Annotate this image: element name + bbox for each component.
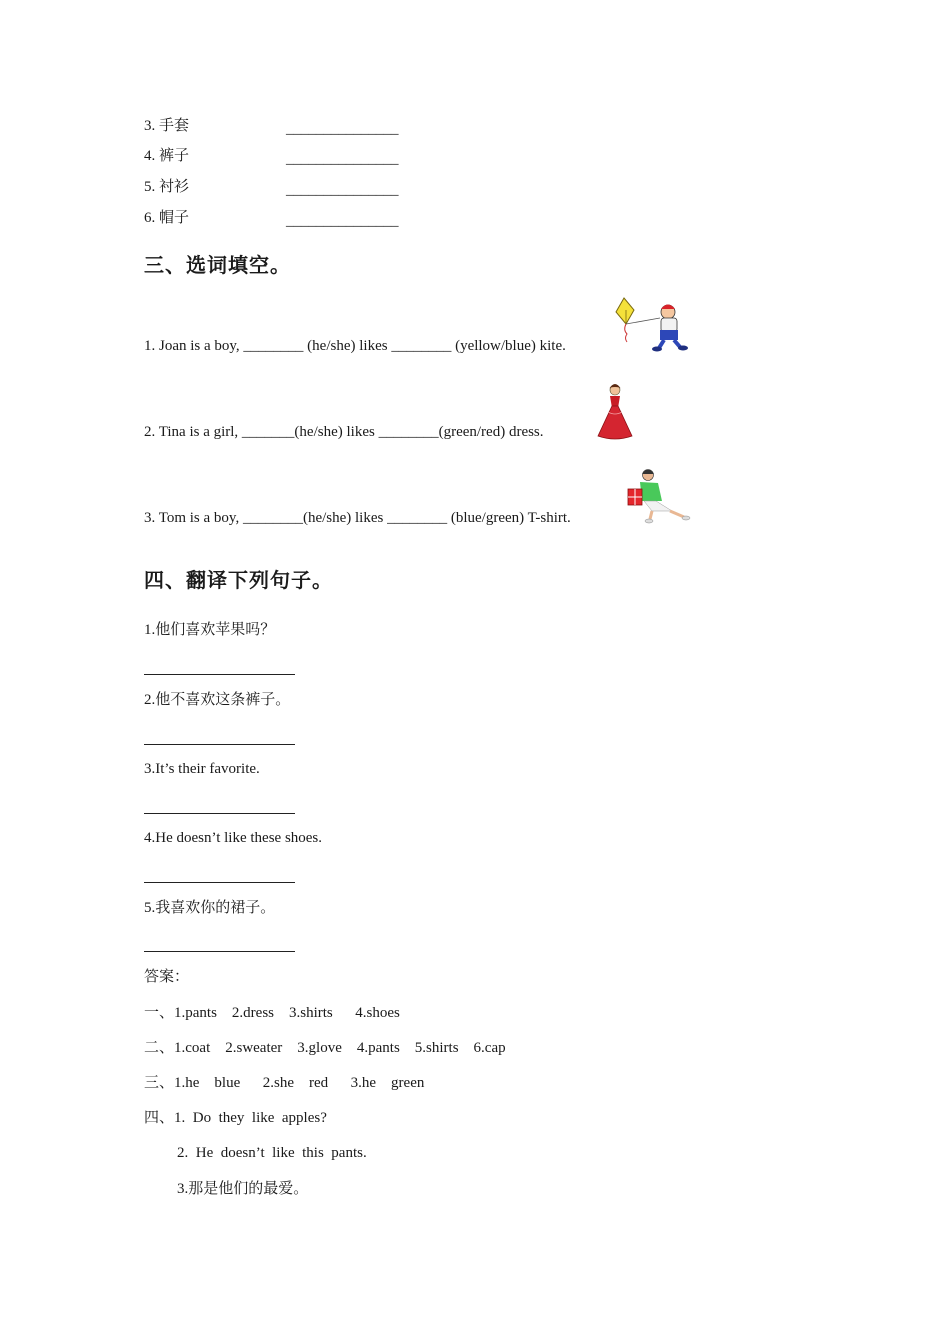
vocab-blank-4: _______________ (286, 151, 399, 167)
vocab-label-6: 6. 帽子 (144, 210, 190, 226)
answer-line-3 (144, 813, 295, 814)
answers-line-4: 四、1. Do they like apples? (144, 1110, 327, 1126)
answer-line-4 (144, 882, 295, 883)
translate-item-3: 3.It’s their favorite. (144, 761, 260, 777)
vocab-label-3: 3. 手套 (144, 118, 190, 134)
fill-sentence-2: 2. Tina is a girl, _______(he/she) likes ________(green/red) dress. (144, 424, 544, 440)
vocab-blank-5: _______________ (286, 182, 399, 198)
fill-sentence-1: 1. Joan is a boy, ________ (he/she) likes ________ (yellow/blue) kite. (144, 338, 566, 354)
answers-line-5: 2. He doesn’t like this pants. (177, 1145, 367, 1161)
answers-line-1: 一、1.pants 2.dress 3.shirts 4.shoes (144, 1005, 400, 1021)
answer-line-1 (144, 674, 295, 675)
vocab-label-5: 5. 衬衫 (144, 179, 190, 195)
answers-line-3: 三、1.he blue 2.she red 3.he green (144, 1075, 425, 1091)
translate-item-2: 2.他不喜欢这条裤子。 (144, 692, 291, 708)
translate-item-1: 1.他们喜欢苹果吗？ (144, 622, 276, 638)
girl-red-dress-illustration (594, 382, 636, 440)
section3-heading: 三、选词填空。 (144, 253, 291, 277)
answers-title: 答案： (144, 969, 190, 985)
answers-line-2: 二、1.coat 2.sweater 3.glove 4.pants 5.shirts 6.cap (144, 1040, 506, 1056)
answers-line-6: 3.那是他们的最爱。 (177, 1181, 309, 1197)
answer-line-5 (144, 951, 295, 952)
vocab-label-4: 4. 裤子 (144, 148, 190, 164)
section4-heading: 四、翻译下列句子。 (144, 568, 333, 592)
vocab-blank-3: _______________ (286, 121, 399, 137)
fill-sentence-3: 3. Tom is a boy, ________(he/she) likes ________ (blue/green) T-shirt. (144, 510, 571, 526)
translate-item-4: 4.He doesn’t like these shoes. (144, 830, 323, 846)
kite-boy-illustration (612, 296, 692, 354)
boy-green-shirt-illustration (622, 467, 692, 525)
vocab-blank-6: _______________ (286, 213, 399, 229)
translate-item-5: 5.我喜欢你的裙子。 (144, 900, 276, 916)
answer-line-2 (144, 744, 295, 745)
